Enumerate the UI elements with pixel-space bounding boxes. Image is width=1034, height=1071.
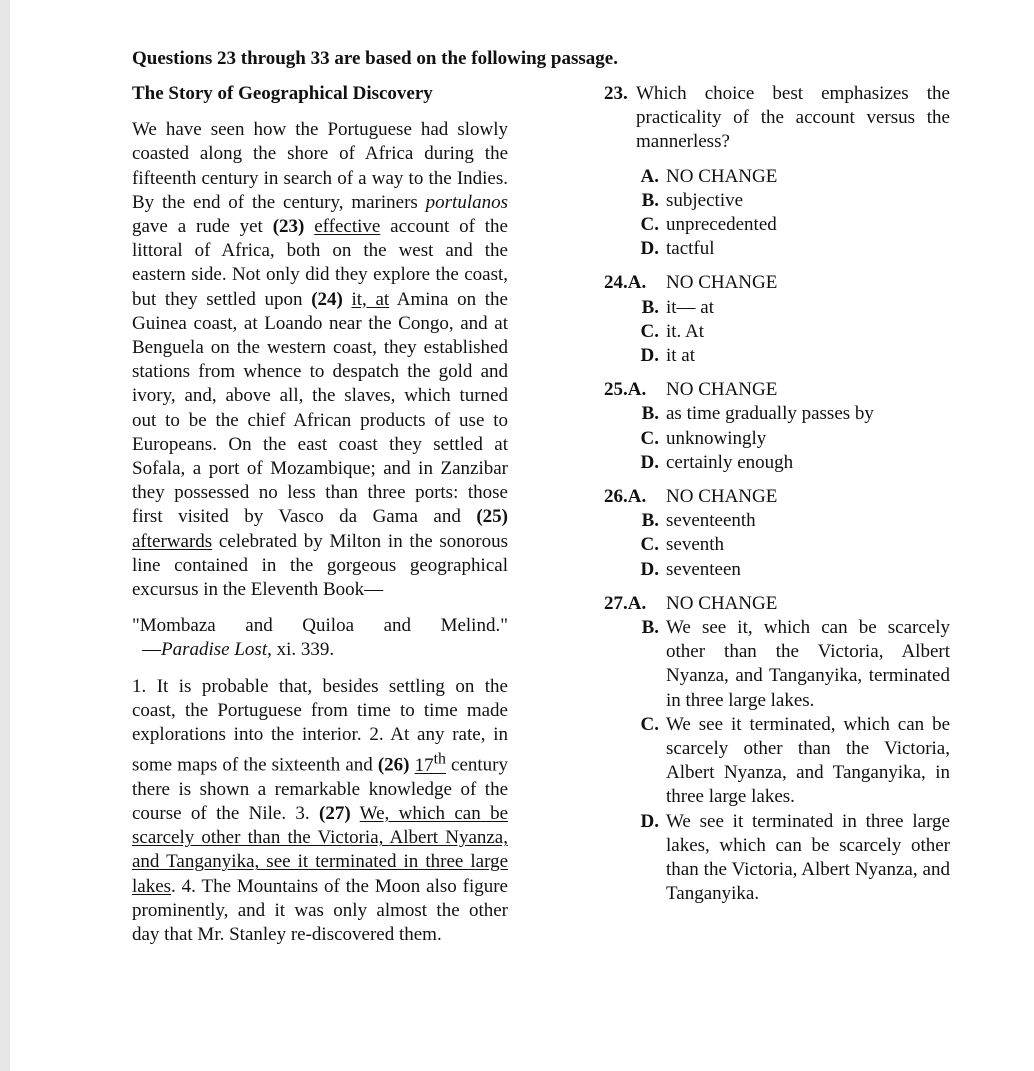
marker-27: (27)	[319, 803, 351, 825]
marker-24: (24)	[311, 288, 343, 310]
option-d[interactable]: D. tactful	[640, 238, 715, 260]
option-d[interactable]: D. certainly enough	[640, 451, 794, 473]
question-text: Which choice best emphasizes the practicality of the account versus the mannerless?	[636, 83, 950, 153]
marker-26: (26)	[377, 754, 410, 776]
passage-column	[132, 82, 508, 947]
question-26-options	[604, 485, 950, 582]
passage-title: The Story of Geographical Discovery	[132, 83, 433, 104]
option-d[interactable]: D. We see it terminated in three large lakes, which can be scarcely other than the Victoria, Albert Nyanza, and Tanganyika.	[640, 810, 950, 905]
milton-quote: "Mombaza and Quiloa and Melind."	[132, 615, 508, 637]
option-a[interactable]: 26.A. NO CHANGE	[604, 486, 778, 508]
question-27-options	[604, 592, 950, 907]
question-25-options	[604, 378, 950, 475]
portulanos-italic: portulanos	[425, 191, 508, 213]
page-edge-shadow	[0, 0, 10, 1071]
marker-23: (23)	[272, 216, 305, 238]
underlined-24: it, at	[351, 288, 390, 310]
underlined-25: afterwards	[132, 530, 213, 552]
option-b[interactable]: B. We see it, which can be scarcely other than the Victoria, Albert Nyanza, and Tanganyika, terminated in three large lakes.	[641, 617, 950, 711]
option-d[interactable]: D. seventeen	[640, 558, 741, 580]
quote-citation: —Paradise Lost, xi. 339.	[142, 639, 335, 661]
passage-paragraph-2: 1. It is probable that, besides settling on the coast, the Portuguese from time to time made explorations into the interior. 2. At any rate, in some maps of the sixteenth and (26) 17th century there is shown a remarkable knowledge of the course of the Nile. 3. (27) We, which can be scarcely other than the Victoria, Albert Nyanza, and Tanganyika, see it terminated in three large lakes. 4. The Mountains of the Moon also figure prominently, and it was only almost the other day that Mr. Stanley re-discovered them.	[132, 675, 509, 946]
section-heading: Questions 23 through 33 are based on the following passage.	[132, 48, 618, 69]
option-c[interactable]: C. seventh	[640, 534, 725, 556]
option-a[interactable]: 24.A. NO CHANGE	[604, 272, 778, 294]
option-c[interactable]: C. it. At	[640, 320, 705, 342]
option-a[interactable]: A. NO CHANGE	[640, 165, 778, 187]
option-c[interactable]: C. unknowingly	[640, 427, 767, 449]
option-c[interactable]: C. We see it terminated, which can be scarcely other than the Victoria, Albert Nyanza, and Tanganyika, in three large lakes.	[640, 713, 950, 808]
option-b[interactable]: B. subjective	[641, 189, 744, 211]
underlined-27: We, which can be scarcely other than the Victoria, Albert Nyanza, and Tanganyika, see it terminated in three large lakes	[132, 803, 508, 897]
questions-column	[604, 82, 950, 907]
marker-25: (25)	[476, 506, 508, 528]
option-b[interactable]: B. it— at	[641, 296, 715, 318]
option-b[interactable]: B. as time gradually passes by	[641, 403, 874, 425]
question-23-options	[604, 165, 950, 262]
question-23	[604, 82, 950, 155]
question-24-options	[604, 271, 950, 368]
option-a[interactable]: 27.A. NO CHANGE	[604, 592, 778, 614]
question-number: 23.	[604, 83, 628, 104]
option-b[interactable]: B. seventeenth	[641, 510, 756, 532]
option-d[interactable]: D. it at	[640, 345, 696, 367]
underlined-26: 17th	[414, 750, 446, 776]
passage-paragraph-1: We have seen how the Portuguese had slowly coasted along the shore of Africa during the fifteenth century in search of a way to the Indies. By the end of the century, mariners portulanos gave a rude yet (23) effective account of the littoral of Africa, both on the west and the eastern side. Not only did they explore the coast, but they settled upon (24) it, at Amina on the Guinea coast, at Loando near the Congo, and at Benguela on the western coast, they established stations from whence to despatch the gold and ivory, and, above all, the slaves, which turned out to be the chief African products of use to Europeans. On the east coast they settled at Sofala, a port of Mozambique; and in Zanzibar they possessed no less than three ports: those first visited by Vasco da Gama and (25) afterwards celebrated by Milton in the sonorous line contained in the gorgeous geographical excursus in the Eleventh Book—	[132, 119, 508, 601]
option-a[interactable]: 25.A. NO CHANGE	[604, 379, 778, 401]
option-c[interactable]: C. unprecedented	[640, 214, 777, 236]
underlined-23: effective	[314, 216, 381, 238]
